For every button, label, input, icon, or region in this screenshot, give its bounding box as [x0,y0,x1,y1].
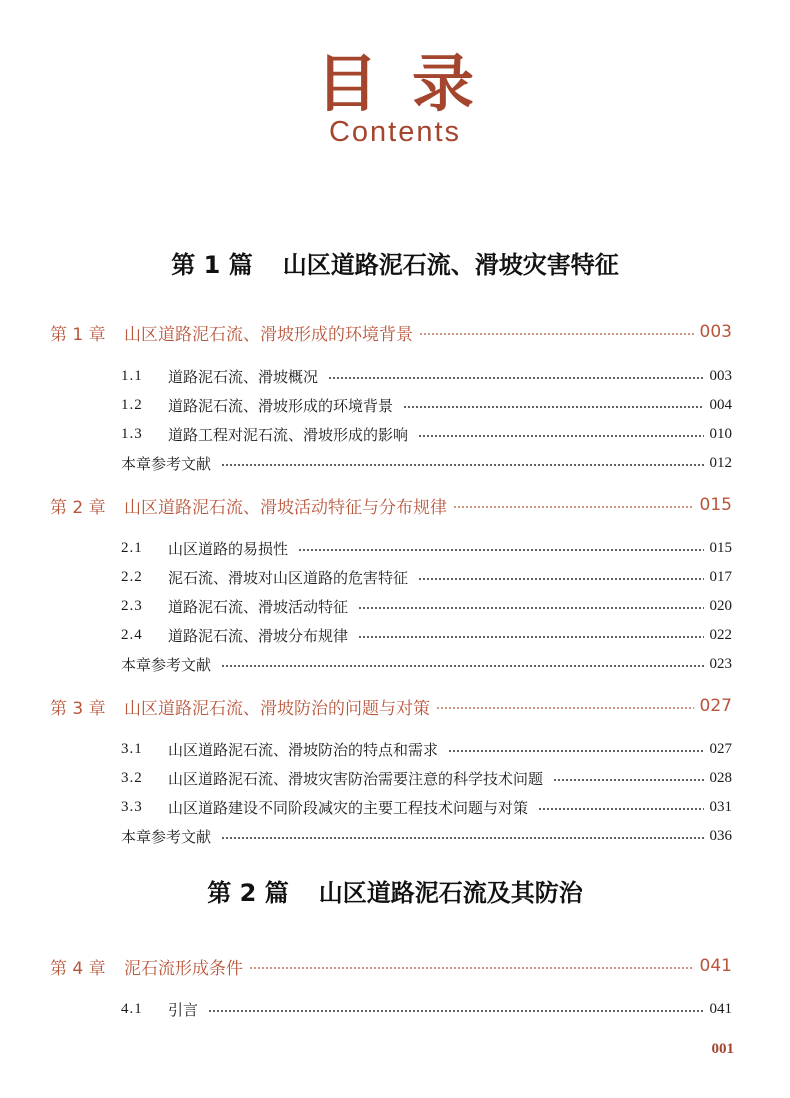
section-title: 本章参考文献 [121,827,212,846]
dot-leader [419,333,694,335]
toc-section[interactable] [121,795,732,819]
chapter-label: 第 2 章 [50,497,106,518]
chapter-label: 第 1 章 [50,324,106,345]
toc-section[interactable] [121,623,732,647]
toc-chapter-4[interactable] [50,952,732,980]
section-title: 山区道路建设不同阶段减灾的主要工程技术问题与对策 [168,798,529,817]
dot-leader [221,464,703,466]
dot-leader [221,665,703,667]
dot-leader [418,578,703,580]
section-number: 1.2 [121,396,143,413]
section-page: 003 [709,367,732,384]
chapter-label: 第 3 章 [50,698,106,719]
section-number: 1.3 [121,425,143,442]
part-heading [0,878,790,908]
chapter-page: 027 [699,696,732,716]
dot-leader [358,636,703,638]
section-title: 道路泥石流、滑坡分布规律 [168,626,349,645]
toc-section[interactable] [121,536,732,560]
section-page: 023 [709,655,732,672]
section-number: 2.2 [121,568,143,585]
section-title: 山区道路的易损性 [168,539,289,558]
section-title: 本章参考文献 [121,655,212,674]
chapter-page: 015 [699,495,732,515]
toc-chapter-1[interactable] [50,318,732,346]
dot-leader [328,377,703,379]
section-page: 015 [709,539,732,556]
section-number: 1.1 [121,367,143,384]
section-page: 041 [709,1000,732,1017]
section-title: 山区道路泥石流、滑坡防治的特点和需求 [168,740,439,759]
dot-leader [403,406,703,408]
toc-section[interactable] [121,422,732,446]
toc-section[interactable] [121,393,732,417]
section-title: 道路工程对泥石流、滑坡形成的影响 [168,425,409,444]
chapter-label: 第 4 章 [50,958,106,979]
section-title: 引言 [168,1000,199,1019]
toc-section[interactable] [121,565,732,589]
chapter-title: 山区道路泥石流、滑坡形成的环境背景 [124,324,413,345]
part-number: 第 2 篇 [207,879,289,907]
section-page: 036 [709,827,732,844]
toc-section[interactable] [121,364,732,388]
section-number: 4.1 [121,1000,143,1017]
dot-leader [418,435,703,437]
toc-references[interactable] [121,824,732,848]
chapter-page: 003 [699,322,732,342]
toc-section[interactable] [121,737,732,761]
toc-chapter-3[interactable] [50,692,732,720]
section-number: 3.2 [121,769,143,786]
section-title: 道路泥石流、滑坡活动特征 [168,597,349,616]
dot-leader [208,1010,703,1012]
section-number: 2.1 [121,539,143,556]
section-title: 本章参考文献 [121,454,212,473]
toc-section[interactable] [121,766,732,790]
part-title: 山区道路泥石流、滑坡灾害特征 [282,251,619,279]
section-number: 2.4 [121,626,143,643]
toc-subtitle: Contents [328,116,462,148]
toc-title: 目录 [315,47,508,120]
toc-references[interactable] [121,451,732,475]
dot-leader [538,808,703,810]
section-page: 028 [709,769,732,786]
part-number: 第 1 篇 [171,251,253,279]
dot-leader [298,549,703,551]
toc-section[interactable] [121,997,732,1021]
chapter-title: 山区道路泥石流、滑坡防治的问题与对策 [124,698,430,719]
section-page: 020 [709,597,732,614]
section-title: 道路泥石流、滑坡形成的环境背景 [168,396,394,415]
section-page: 031 [709,798,732,815]
dot-leader [436,707,694,709]
chapter-title: 山区道路泥石流、滑坡活动特征与分布规律 [124,497,447,518]
section-number: 3.3 [121,798,143,815]
section-page: 022 [709,626,732,643]
section-page: 004 [709,396,732,413]
section-page: 017 [709,568,732,585]
section-title: 山区道路泥石流、滑坡灾害防治需要注意的科学技术问题 [168,769,544,788]
part-title: 山区道路泥石流及其防治 [318,879,583,907]
section-page: 027 [709,740,732,757]
section-number: 2.3 [121,597,143,614]
toc-section[interactable] [121,594,732,618]
dot-leader [553,779,703,781]
section-title: 泥石流、滑坡对山区道路的危害特征 [168,568,409,587]
section-number: 3.1 [121,740,143,757]
part-heading [0,250,790,280]
chapter-page: 041 [699,956,732,976]
section-page: 010 [709,425,732,442]
toc-references[interactable] [121,652,732,676]
dot-leader [249,967,694,969]
dot-leader [448,750,703,752]
dot-leader [358,607,703,609]
toc-chapter-2[interactable] [50,491,732,519]
section-title: 道路泥石流、滑坡概况 [168,367,319,386]
dot-leader [453,506,694,508]
dot-leader [221,837,703,839]
page-number: 001 [711,1041,734,1057]
chapter-title: 泥石流形成条件 [124,958,243,979]
section-page: 012 [709,454,732,471]
